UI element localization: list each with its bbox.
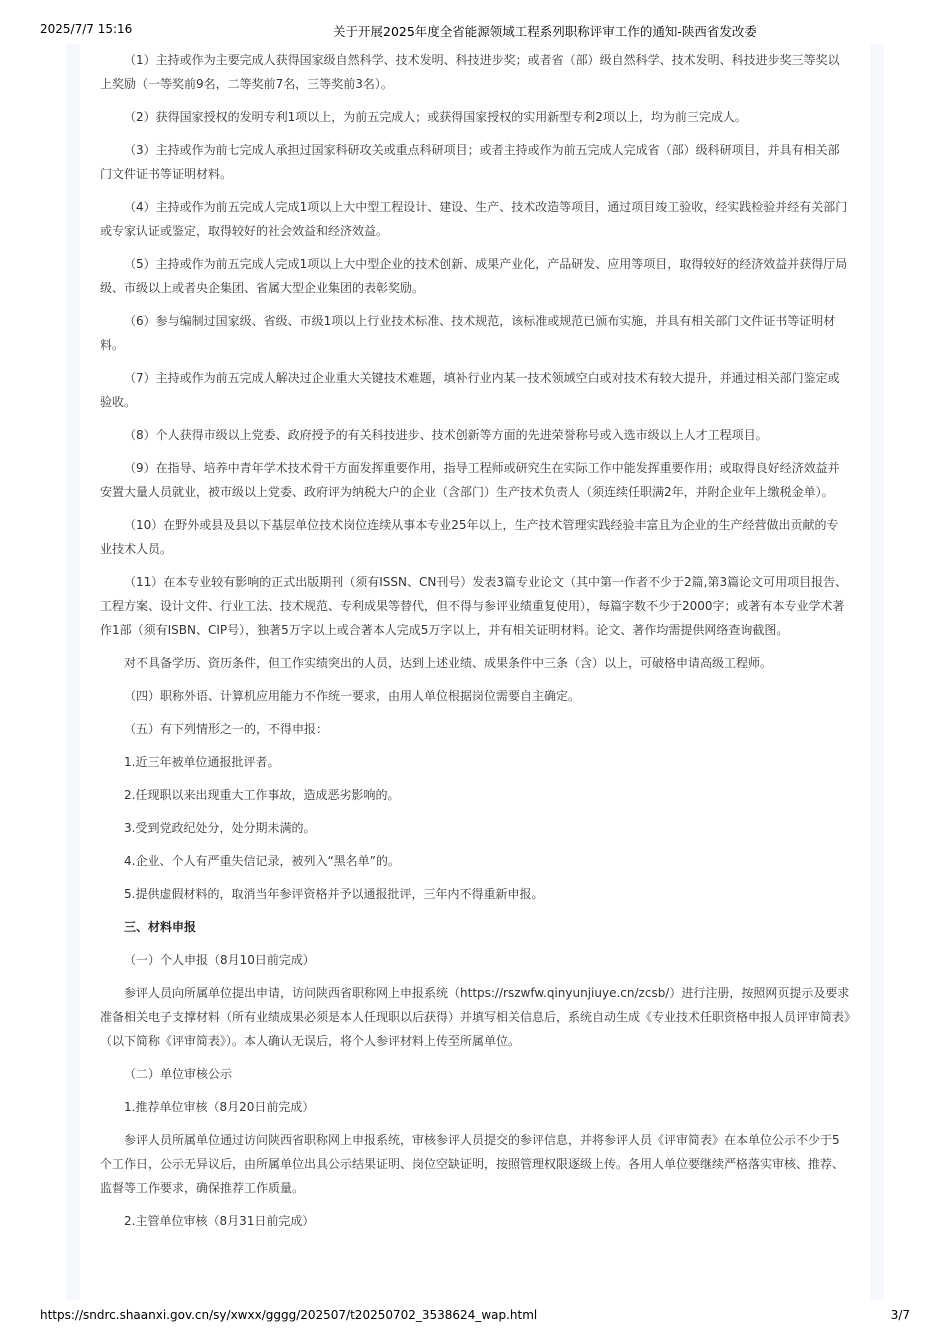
article-paragraph: 2.主管单位审核（8月31日前完成） [124, 1214, 315, 1228]
article-paragraph: （4）主持或作为前五完成人完成1项以上大中型工程设计、建设、生产、技术改造等项目，通过项目竣工验收，经实践检验并经有关部门或专家认证或鉴定，取得较好的社会效益和经济效益。 [100, 200, 848, 238]
page-url: https://sndrc.shaanxi.gov.cn/sy/xwxx/gggg/202507/t20250702_3538624_wap.html [40, 1308, 538, 1322]
article-paragraph: （二）单位审核公示 [124, 1067, 233, 1081]
article-paragraph: 参评人员向所属单位提出申请，访问陕西省职称网上申报系统（https://rszwfw.qinyunjiuye.cn/zcsb/）进行注册，按照网页提示及要求准备相关电子支撑材料（所有业绩成果必须是本人任现职以后获得）并填写相关信息后，系统自动生成《专业技术任职资格申报人员评审简表》（以下简称《评审简表》）。本人确认无误后，将个人参评材料上传至所属单位。 [100, 986, 851, 1048]
article-paragraph: 1.近三年被单位通报批评者。 [124, 755, 280, 769]
print-datetime: 2025/7/7 15:16 [40, 22, 133, 36]
article-body [100, 48, 850, 1242]
article-paragraph: 4.企业、个人有严重失信记录，被列入“黑名单”的。 [124, 854, 400, 868]
section-heading: 三、材料申报 [124, 920, 197, 934]
article-paragraph: （1）主持或作为主要完成人获得国家级自然科学、技术发明、科技进步奖；或者省（部）级自然科学、技术发明、科技进步奖三等奖以上奖励（一等奖前9名，二等奖前7名，三等奖前3名）。 [100, 53, 840, 91]
article-paragraph: （9）在指导、培养中青年学术技术骨干方面发挥重要作用，指导工程师或研究生在实际工作中能发挥重要作用；或取得良好经济效益并安置大量人员就业，被市级以上党委、政府评为纳税大户的企业（含部门）生产技术负责人（须连续任职满2年，并附企业年上缴税金单）。 [100, 461, 840, 499]
article-paragraph: （7）主持或作为前五完成人解决过企业重大关键技术难题，填补行业内某一技术领域空白或对技术有较大提升，并通过相关部门鉴定或验收。 [100, 371, 840, 409]
article-paragraph: （6）参与编制过国家级、省级、市级1项以上行业技术标准、技术规范，该标准或规范已颁布实施，并具有相关部门文件证书等证明材料。 [100, 314, 836, 352]
article-paragraph: （2）获得国家授权的发明专利1项以上，为前五完成人；或获得国家授权的实用新型专利2项以上，均为前三完成人。 [124, 110, 747, 124]
article-paragraph: （5）主持或作为前五完成人完成1项以上大中型企业的技术创新、成果产业化，产品研发、应用等项目，取得较好的经济效益并获得厅局级、市级以上或者央企集团、省属大型企业集团的表彰奖励。 [100, 257, 848, 295]
article-paragraph: （四）职称外语、计算机应用能力不作统一要求，由用人单位根据岗位需要自主确定。 [124, 689, 581, 703]
article-paragraph: （10）在野外或县及县以下基层单位技术岗位连续从事本专业25年以上，生产技术管理实践经验丰富且为企业的生产经营做出贡献的专业技术人员。 [100, 518, 839, 556]
article-paragraph: （一）个人申报（8月10日前完成） [124, 953, 315, 967]
article-container [80, 44, 870, 1300]
print-header [40, 22, 910, 38]
article-paragraph: 参评人员所属单位通过访问陕西省职称网上申报系统，审核参评人员提交的参评信息，并将参评人员《评审简表》在本单位公示不少于5个工作日，公示无异议后，由所属单位出具公示结果证明、岗位空缺证明，按照管理权限逐级上传。各用人单位要继续严格落实审核、推荐、监督等工作要求，确保推荐工作质量。 [100, 1133, 845, 1195]
article-paragraph: 5.提供虚假材料的，取消当年参评资格并予以通报批评，三年内不得重新申报。 [124, 887, 544, 901]
print-page-title: 关于开展2025年度全省能源领域工程系列职称评审工作的通知-陕西省发改委 [333, 24, 757, 39]
article-paragraph: 1.推荐单位审核（8月20日前完成） [124, 1100, 315, 1114]
page-number: 3/7 [890, 1308, 910, 1322]
article-paragraph: （8）个人获得市级以上党委、政府授予的有关科技进步、技术创新等方面的先进荣誉称号或入选市级以上人才工程项目。 [124, 428, 768, 442]
article-paragraph: 对不具备学历、资历条件，但工作实绩突出的人员，达到上述业绩、成果条件中三条（含）以上，可破格申请高级工程师。 [124, 656, 773, 670]
article-paragraph: （11）在本专业较有影响的正式出版期刊（须有ISSN、CN刊号）发表3篇专业论文（其中第一作者不少于2篇,第3篇论文可用项目报告、工程方案、设计文件、行业工法、技术规范、专利成果等替代，但不得与参评业绩重复使用），每篇字数不少于2000字；或著有本专业学术著作1部（须有ISBN、CIP号），独著5万字以上或合著本人完成5万字以上，并有相关证明材料。论文、著作均需提供网络查询截图。 [100, 575, 848, 637]
article-paragraph: 3.受到党政纪处分，处分期未满的。 [124, 821, 316, 835]
article-paragraph: 2.任现职以来出现重大工作事故，造成恶劣影响的。 [124, 788, 400, 802]
article-paragraph: （3）主持或作为前七完成人承担过国家科研攻关或重点科研项目；或者主持或作为前五完成人完成省（部）级科研项目，并具有相关部门文件证书等证明材料。 [100, 143, 840, 181]
article-paragraph: （五）有下列情形之一的，不得申报： [124, 722, 329, 736]
print-footer [40, 1308, 910, 1324]
